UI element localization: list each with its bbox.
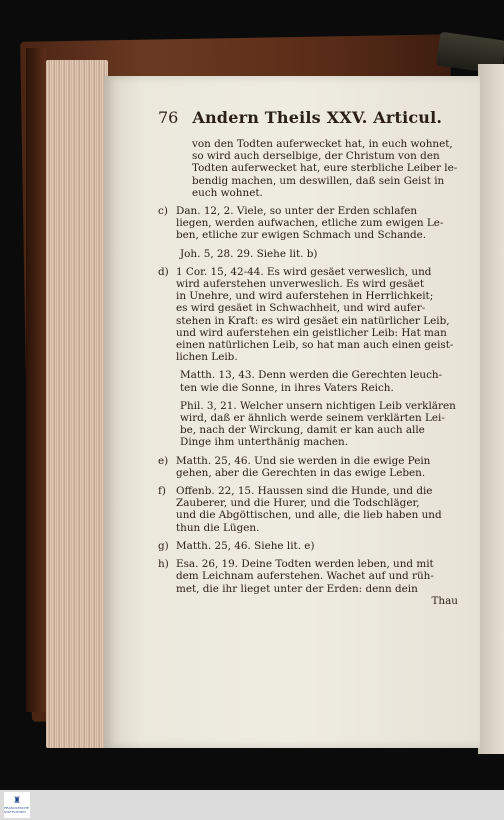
text-line: ten wie die Sonne, in ihres Vaters Reich. xyxy=(180,381,394,394)
text-line: liegen, werden aufwachen, etliche zum ewigen Le- xyxy=(176,217,444,230)
text-line: Phil. 3, 21. Welcher unsern nichtigen Leib verklären xyxy=(180,399,456,412)
text-line: Dan. 12, 2. Viele, so unter der Erden schlafen xyxy=(176,205,418,218)
footnote-mark: d) xyxy=(158,265,169,278)
text-line: und wird auferstehen ein geistlicher Leib: Hat man xyxy=(176,326,447,339)
footnote-entry xyxy=(158,540,458,552)
footnote-mark: g) xyxy=(158,539,169,552)
logo-text: FRANCKESCHE STIFTUNGEN xyxy=(4,805,30,814)
text-line: stehen in Kraft: es wird gesäet ein natürlicher Leib, xyxy=(176,314,450,327)
text-line: von den Todten auferwecket hat, in euch wohnet, xyxy=(192,138,453,150)
text-line: ben, etliche zur ewigen Schmach und Schande. xyxy=(176,229,427,242)
cross-reference xyxy=(180,400,458,449)
cross-reference xyxy=(180,248,458,260)
text-line: thun die Lügen. xyxy=(176,521,260,534)
footnote-mark: f) xyxy=(158,485,166,498)
footnote-entry xyxy=(158,558,458,607)
text-line: Todten auferwecket hat, eure sterbliche Leiber le- xyxy=(192,162,458,175)
text-line: Esa. 26, 19. Deine Todten werden leben, und mit xyxy=(176,558,434,571)
text-line: in Unehre, und wird auferstehen in Herrlichkeit; xyxy=(176,290,434,303)
facing-page-edge xyxy=(478,64,504,754)
text-line: und die Abgöttischen, und alle, die lieb haben und xyxy=(176,509,442,522)
text-line: met, die ihr lieget unter der Erden: denn dein xyxy=(176,582,418,595)
text-line: dem Leichnam auferstehen. Wachet auf und rüh- xyxy=(176,570,434,583)
text-line: Joh. 5, 28. 29. Siehe lit. b) xyxy=(180,247,318,260)
text-line: be, nach der Wirckung, damit er kan auch alle xyxy=(180,424,425,437)
page-number: 76 xyxy=(158,108,179,127)
viewer-footer-bar xyxy=(0,790,504,820)
book-cover-edge xyxy=(26,48,46,712)
page-header xyxy=(158,108,458,128)
footnote-mark: c) xyxy=(158,205,168,218)
text-line: wird, daß er ähnlich werde seinem verklärten Lei- xyxy=(180,412,445,425)
text-line: bendig machen, um deswillen, daß sein Geist in xyxy=(192,174,445,187)
footnote-entry xyxy=(158,485,458,534)
institution-logo[interactable] xyxy=(4,792,30,818)
text-line: Zauberer, und die Hurer, und die Todschläger, xyxy=(176,497,420,510)
text-line: wird auferstehen unverweslich. Es wird gesäet xyxy=(176,278,425,291)
text-line: Matth. 25, 46. Siehe lit. e) xyxy=(176,539,315,552)
cross-reference xyxy=(180,369,458,393)
running-title: Andern Theils XXV. Articul. xyxy=(192,108,443,127)
text-line: so wird auch derselbige, der Christum von den xyxy=(192,150,440,163)
footnote-mark: h) xyxy=(158,558,169,571)
text-line: Matth. 13, 43. Denn werden die Gerechten leuch- xyxy=(180,369,443,382)
footnote-mark: e) xyxy=(158,454,169,467)
page-block-edges xyxy=(46,60,108,748)
footnote-entry xyxy=(158,455,458,479)
text-line: einen natürlichen Leib, so hat man auch einen geist- xyxy=(176,339,454,352)
tower-icon: ♜ xyxy=(12,795,22,806)
footnote-entry xyxy=(158,205,458,242)
text-line: 1 Cor. 15, 42-44. Es wird gesäet verweslich, und xyxy=(176,265,432,278)
lead-paragraph xyxy=(192,138,458,199)
text-line: gehen, aber die Gerechten in das ewige Leben. xyxy=(176,466,426,479)
text-line: Matth. 25, 46. Und sie werden in die ewige Pein xyxy=(176,454,431,467)
text-line: Offenb. 22, 15. Haussen sind die Hunde, und die xyxy=(176,485,433,498)
page-text xyxy=(158,108,458,613)
catchword: Thau xyxy=(431,594,458,607)
text-line: euch wohnet. xyxy=(192,186,263,199)
text-line: es wird gesäet in Schwachheit, und wird aufer- xyxy=(176,302,426,315)
text-line: Dinge ihm unterthänig machen. xyxy=(180,436,349,449)
footnote-entry xyxy=(158,266,458,364)
text-line: lichen Leib. xyxy=(176,351,238,364)
